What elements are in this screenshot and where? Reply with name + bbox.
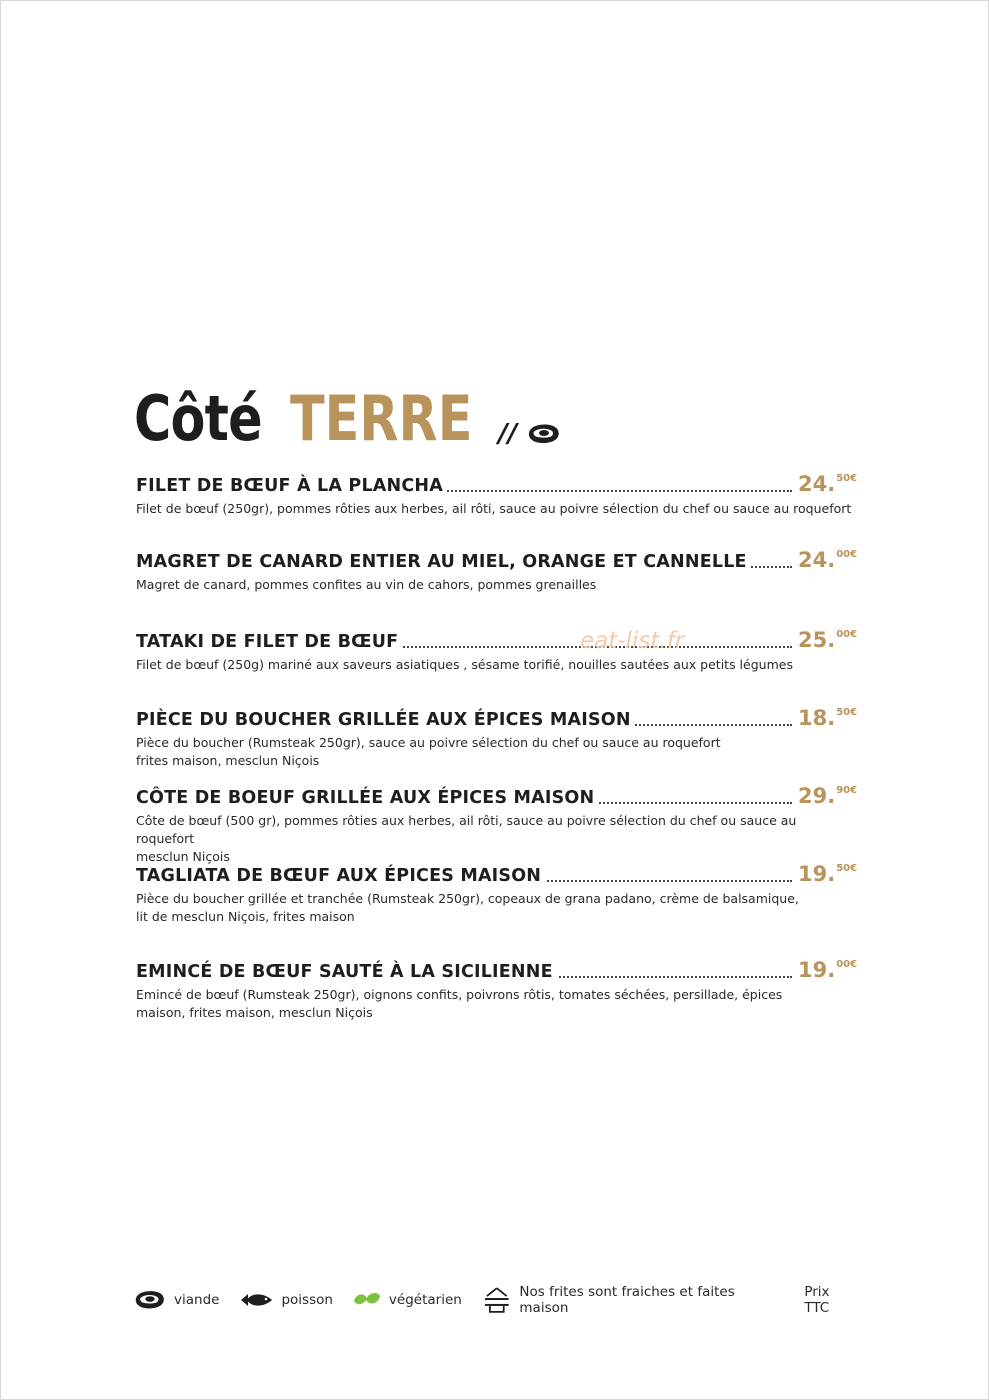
title-separator: // [498,419,518,449]
item-description: Pièce du boucher (Rumsteak 250gr), sauce au poivre sélection du chef ou sauce au roquefort [136,735,721,750]
legend-fish-label: poisson [281,1292,333,1308]
item-description: Côte de bœuf (500 gr), pommes rôties aux herbes, ail rôti, sauce au poivre sélection du chef ou sauce au roquefort [136,813,797,846]
item-description: Emincé de bœuf (Rumsteak 250gr), oignons confits, poivrons rôtis, tomates séchées, persillade, épices [136,987,783,1002]
fries-icon [482,1286,512,1314]
price-main: 18. [798,706,836,730]
price-cents: 00€ [836,629,858,640]
leaf-icon [353,1291,381,1309]
price-main: 29. [798,784,836,808]
meat-icon [527,423,561,449]
legend-fish [239,1292,332,1308]
meat-icon [134,1289,166,1311]
item-name: FILET DE BŒUF À LA PLANCHA [136,476,447,496]
price-main: 24. [798,472,836,496]
item-price [794,958,856,982]
menu-item [136,548,858,594]
item-name: PIÈCE DU BOUCHER GRILLÉE AUX ÉPICES MAISON [136,710,635,730]
item-price [794,548,856,572]
item-description-line2: lit de mesclun Niçois, frites maison [136,909,355,924]
item-price [794,784,856,808]
section-title [134,382,561,455]
legend-veg [353,1291,462,1309]
price-cents: 50€ [836,707,858,718]
legend-meat [134,1289,219,1311]
watermark: eat-list.fr [580,628,685,654]
menu-item [136,628,858,674]
legend [134,1286,858,1314]
price-cents: 50€ [836,473,858,484]
item-name: MAGRET DE CANARD ENTIER AU MIEL, ORANGE ET CANNELLE [136,552,751,572]
item-description-line2: maison, frites maison, mesclun Niçois [136,1005,373,1020]
price-main: 24. [798,548,836,572]
price-tax-note: Prix TTC [804,1284,830,1316]
item-description: Magret de canard, pommes confites au vin de cahors, pommes grenailles [136,577,597,592]
menu-item [136,706,858,770]
price-cents: 00€ [836,959,858,970]
item-description: Pièce du boucher grillée et tranchée (Rumsteak 250gr), copeaux de grana padano, crème de balsamique, [136,891,799,906]
title-part-2: TERRE [289,382,473,455]
legend-veg-label: végétarien [388,1292,462,1308]
price-cents: 50€ [836,863,858,874]
item-price [794,472,856,496]
fish-icon [239,1292,273,1308]
item-price [794,628,856,652]
item-name: CÔTE DE BOEUF GRILLÉE AUX ÉPICES MAISON [136,788,598,808]
item-price [794,862,856,886]
menu-item [136,784,858,866]
item-description-line2: mesclun Niçois [136,849,230,864]
legend-fries [482,1284,785,1316]
price-cents: 00€ [836,549,858,560]
price-main: 19. [798,958,836,982]
item-description: Filet de bœuf (250gr), pommes rôties aux herbes, ail rôti, sauce au poivre sélection du chef ou sauce au roquefort [136,501,852,516]
menu-item [136,862,858,926]
item-name: TATAKI DE FILET DE BŒUF [136,632,402,652]
menu-item [136,958,858,1022]
item-description: Filet de bœuf (250g) mariné aux saveurs asiatiques , sésame torifié, nouilles sautées aux petits légumes [136,657,793,672]
item-name: TAGLIATA DE BŒUF AUX ÉPICES MAISON [136,866,545,886]
legend-meat-label: viande [174,1292,220,1308]
menu-item [136,472,858,518]
price-cents: 90€ [836,785,858,796]
item-name: EMINCÉ DE BŒUF SAUTÉ À LA SICILIENNE [136,962,557,982]
title-part-1: Côté [134,382,262,455]
legend-fries-label: Nos frites sont fraiches et faites maison [519,1284,735,1316]
item-price [794,706,856,730]
price-main: 19. [798,862,836,886]
price-main: 25. [798,628,836,652]
item-description-line2: frites maison, mesclun Niçois [136,753,320,768]
